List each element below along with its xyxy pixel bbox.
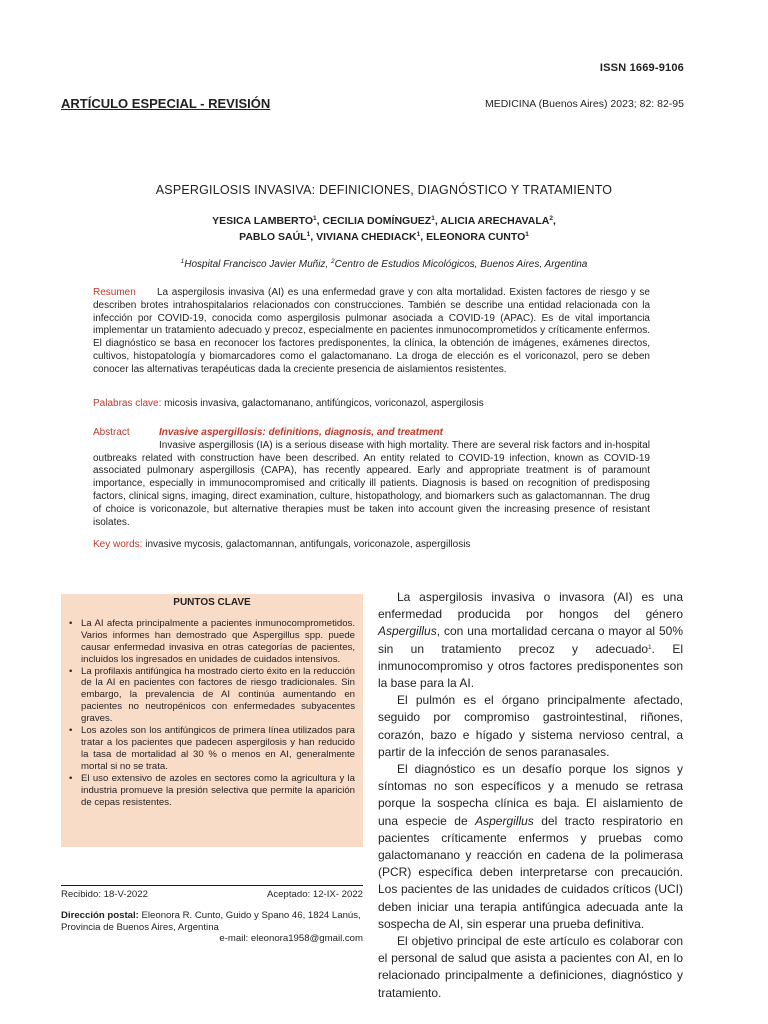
author-name: VIVIANA CHEDIACK: [316, 231, 417, 243]
text-run: del tracto respiratorio en pacientes críticamente enfermos y pruebas como galactomanano y reacción en cadena de la polimerasa (PCR) específica deben interpretarse con precaución. Los pacientes de las unidades de cuidados críticos (UCI) deben iniciar una terapia antifúngica adecuada ante la sospecha de AI, sin esperar una prueba definitiva.: [378, 813, 684, 931]
author-name: CECILIA DOMÍNGUEZ: [322, 215, 432, 227]
text-run: . El inmunocompromiso y otros factores predisponentes son la base para la AI.: [378, 641, 683, 691]
affiliation-mark: 1: [180, 258, 185, 265]
italic-genus: Aspergillus: [475, 813, 534, 828]
contact-email: e-mail: eleonora1958@gmail.com: [219, 933, 363, 944]
text-run: , con una mortalidad cercana o mayor al 50% sin un tratamiento precoz y adecuado: [378, 624, 683, 656]
postal-address: [61, 910, 363, 934]
affiliations: [0, 259, 768, 270]
postal-address-label: Dirección postal:: [61, 910, 139, 921]
list-item-text: La profilaxis antifúngica ha mostrado cierto éxito en la reducción de la AI en pacientes con factores de riesgo tradicionales. Sin embargo, la prevalencia de AI continúa aumentando en pacientes no neutropénicos con enfermedades subyacentes graves.: [81, 665, 355, 725]
author-list: [0, 213, 768, 245]
author-name: ALICIA ARECHAVALA: [440, 215, 550, 227]
body-paragraph: [378, 761, 683, 933]
key-words-section: [93, 539, 650, 552]
puntos-clave-title: PUNTOS CLAVE: [173, 597, 251, 608]
list-item: [69, 666, 355, 726]
author-separator: ,: [310, 231, 317, 243]
list-item-text: Los azoles son los antifúngicos de primera línea utilizados para tratar a los pacientes que padecen aspergilosis y han reducido la tasa de mortalidad al 30 % o menos en AI, generalmente mortal si no se trata.: [81, 725, 355, 772]
author-affiliation-mark: 1: [431, 215, 435, 222]
author-affiliation-mark: 1: [306, 231, 311, 238]
footer-divider: [61, 885, 363, 886]
resumen-label: Resumen: [93, 287, 136, 298]
resumen-text: La aspergilosis invasiva (AI) es una enfermedad grave y con alta mortalidad. Existen factores de riesgo y se describen brotes intrahospitalarios relacionados con construcciones. También se describe una entidad relacionada con la infección por COVID-19, conocida como aspergilosis pulmonar asociada a COVID-19 (APAC). Es de vital importancia implementar un tratamiento adecuado y precoz, especialmente en pacientes inmunocomprometidos y críticamente enfermos. El diagnóstico se basa en reconocer los factores predisponentes, la clínica, la obtención de imágenes, exámenes directos, cultivos, histopatología y biomarcadores como el galactomanano. La droga de elección es el voriconazol, pero se deben conocer las alternativas terapéuticas dada la creciente presencia de aislamientos resistentes.: [93, 287, 650, 375]
abstract-title: Invasive aspergillosis: definitions, diagnosis, and treatment: [159, 427, 443, 438]
accepted-date: Aceptado: 12-IX- 2022: [266, 889, 363, 900]
list-item: [69, 773, 355, 809]
affiliation-1: Hospital Francisco Javier Muñiz,: [184, 259, 331, 270]
citation-mark: 1: [648, 643, 652, 651]
author-separator: ,: [420, 231, 427, 243]
author-affiliation-mark: 1: [416, 231, 421, 238]
abstract-heading: [93, 427, 650, 440]
author-separator: ,: [552, 215, 556, 227]
puntos-clave-list: [69, 618, 355, 809]
author-name: PABLO SAÚL: [239, 231, 307, 243]
puntos-clave-box: [61, 594, 363, 847]
palabras-clave-label: Palabras clave:: [93, 398, 162, 409]
author-name: YESICA LAMBERTO: [212, 215, 314, 227]
abstract-text: Invasive aspergillosis (IA) is a serious disease with high mortality. There are several risk factors and in-hospital outbreaks related with construction have been described. An entity related to COVID-19 infection, known as COVID-19 associated pulmonary aspergillosis (CAPA), has recently appeared. Early and appropriate treatment is of paramount importance, especially in immunocompromised and critically ill patients. Diagnosis is based on recognition of predisposing factors, clinical signs, imaging, direct examination, culture, histopathology, and biomarkers such as galactomannan. The drug of choice is voriconazole, but alternative therapies must be taken into account given the increasing presence of resistant isolates.: [93, 439, 650, 528]
text-run: El diagnóstico es un desafío porque los signos y síntomas no son específicos y a menudo se retrasa porque la sospecha clínica es baja. El aislamiento de una especie de: [378, 762, 683, 828]
author-affiliation-mark: 2: [549, 215, 553, 222]
abstract-label: Abstract: [93, 427, 130, 438]
author-separator: ,: [316, 215, 323, 227]
author-affiliation-mark: 1: [525, 231, 529, 238]
issn-label: ISSN 1669-9106: [599, 62, 684, 74]
key-words-text: invasive mycosis, galactomannan, antifungals, voriconazole, aspergillosis: [145, 539, 471, 550]
body-paragraph: [378, 589, 683, 692]
text-run: La aspergilosis invasiva o invasora (AI) es una enfermedad producida por hongos del género: [378, 590, 683, 622]
palabras-clave-section: [93, 398, 650, 411]
key-words-label: Key words:: [93, 539, 143, 550]
body-paragraph: El objetivo principal de este artículo es colaborar con el personal de salud que asista a pacientes con AI, en lo relacionado principalmente a definiciones, diagnóstico y tratamiento.: [378, 934, 683, 1000]
article-title: ASPERGILOSIS INVASIVA: DEFINICIONES, DIAGNÓSTICO Y TRATAMIENTO: [155, 183, 613, 197]
affiliation-mark: 2: [330, 258, 335, 265]
list-item-text: La AI afecta principalmente a pacientes inmunocomprometidos. Varios informes han demostrado que Aspergillus spp. puede causar enfermedad invasiva en otras categorías de pacientes, incluidos los ingresados en unidades de cuidados intensivos.: [81, 617, 355, 665]
affiliation-2: Centro de Estudios Micológicos, Buenos Aires, Argentina: [334, 259, 588, 270]
author-affiliation-mark: 1: [313, 215, 317, 222]
italic-genus: Aspergillus: [378, 624, 437, 639]
bullet-icon: •: [69, 617, 73, 629]
bullet-icon: •: [69, 772, 73, 784]
list-item: [69, 725, 355, 773]
postal-address-text: Eleonora R. Cunto, Guido y Spano 46, 1824 Lanús, Provincia de Buenos Aires, Argentina: [61, 910, 361, 933]
palabras-clave-text: micosis invasiva, galactomanano, antifúngicos, voriconazol, aspergilosis: [164, 398, 484, 409]
author-separator: ,: [434, 215, 441, 227]
body-column: [378, 589, 683, 1002]
authors-line-2: [0, 229, 768, 245]
authors-line-1: [0, 213, 768, 229]
journal-citation: MEDICINA (Buenos Aires) 2023; 82: 82-95: [484, 98, 684, 110]
abstract-section: [93, 427, 650, 529]
resumen-section: [93, 287, 650, 377]
section-heading: ARTÍCULO ESPECIAL - REVISIÓN: [61, 96, 271, 111]
body-paragraph: El pulmón es el órgano principalmente afectado, seguido por compromiso gastrointestinal, riñones, corazón, bazo e hígado y sistema nervioso central, a partir de la infección de senos paranasales.: [378, 693, 683, 759]
list-item-text: El uso extensivo de azoles en sectores como la agricultura y la industria promueve la presión selectiva que permite la aparición de cepas resistentes.: [81, 772, 355, 808]
list-item: [69, 618, 355, 666]
author-name: ELEONORA CUNTO: [426, 231, 526, 243]
bullet-icon: •: [69, 725, 73, 737]
bullet-icon: •: [69, 665, 73, 677]
received-date: Recibido: 18-V-2022: [61, 889, 148, 900]
